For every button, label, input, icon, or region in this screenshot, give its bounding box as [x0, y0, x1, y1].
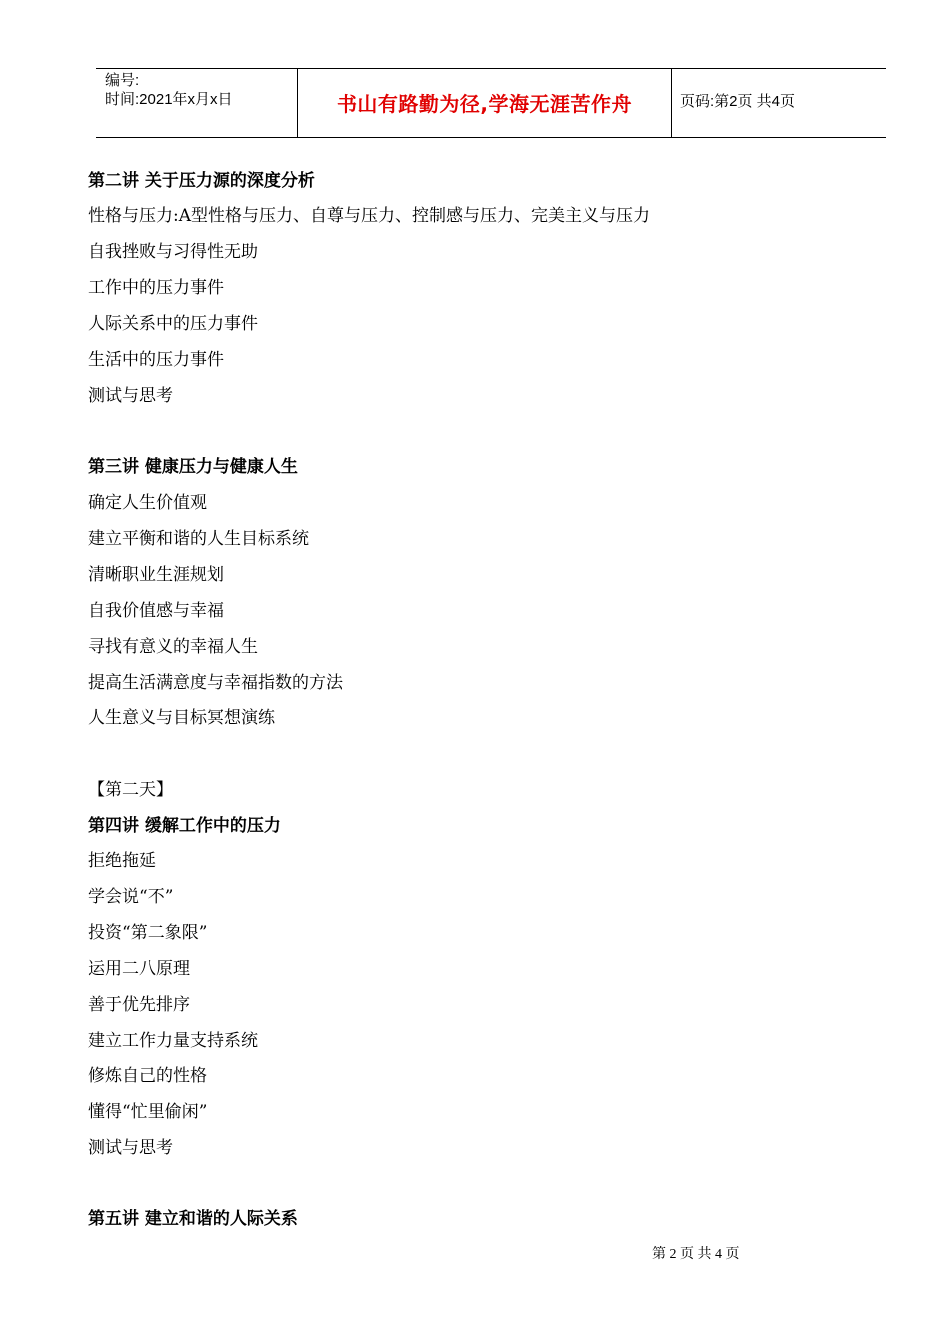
list-item: 生活中的压力事件	[88, 350, 224, 370]
page-footer: 第 2 页 共 4 页	[652, 1247, 740, 1262]
list-item: 运用二八原理	[88, 959, 190, 979]
lecture-4-title: 第四讲 缓解工作中的压力	[88, 816, 281, 836]
list-item: 自我挫败与习得性无助	[88, 242, 258, 262]
list-item: 自我价值感与幸福	[88, 601, 224, 621]
list-item: 确定人生价值观	[88, 493, 207, 513]
lecture-2-title: 第二讲 关于压力源的深度分析	[88, 171, 315, 191]
list-item: 清晰职业生涯规划	[88, 565, 224, 585]
list-item: 善于优先排序	[88, 995, 190, 1015]
list-item: 性格与压力:A型性格与压力、自尊与压力、控制感与压力、完美主义与压力	[88, 206, 651, 226]
lecture-3-title: 第三讲 健康压力与健康人生	[88, 457, 298, 477]
list-item: 修炼自己的性格	[88, 1066, 207, 1086]
header-motto-cell	[297, 69, 672, 137]
list-item: 投资“第二象限”	[88, 923, 208, 943]
list-item: 懂得“忙里偷闲”	[88, 1102, 208, 1122]
header-page-cell	[671, 69, 886, 137]
header-page-info: 页码:第2页 共4页	[680, 93, 796, 110]
list-item: 工作中的压力事件	[88, 278, 224, 298]
list-item: 人生意义与目标冥想演练	[88, 708, 275, 728]
lecture-5-title: 第五讲 建立和谐的人际关系	[88, 1209, 298, 1229]
document-header	[96, 68, 886, 138]
document-time-label: 时间:2021年x月x日	[105, 91, 233, 108]
header-meta-cell	[96, 69, 297, 137]
document-number-label: 编号:	[105, 72, 140, 89]
list-item: 学会说“不”	[88, 887, 174, 907]
list-item: 提高生活满意度与幸福指数的方法	[88, 673, 343, 693]
list-item: 寻找有意义的幸福人生	[88, 637, 258, 657]
list-item: 建立平衡和谐的人生目标系统	[88, 529, 309, 549]
list-item: 拒绝拖延	[88, 851, 156, 871]
list-item: 人际关系中的压力事件	[88, 314, 258, 334]
day-two-label: 【第二天】	[88, 780, 173, 799]
motto-text: 书山有路勤为径,学海无涯苦作舟	[336, 92, 633, 116]
list-item: 建立工作力量支持系统	[88, 1031, 258, 1051]
list-item: 测试与思考	[88, 1138, 173, 1158]
list-item: 测试与思考	[88, 386, 173, 406]
